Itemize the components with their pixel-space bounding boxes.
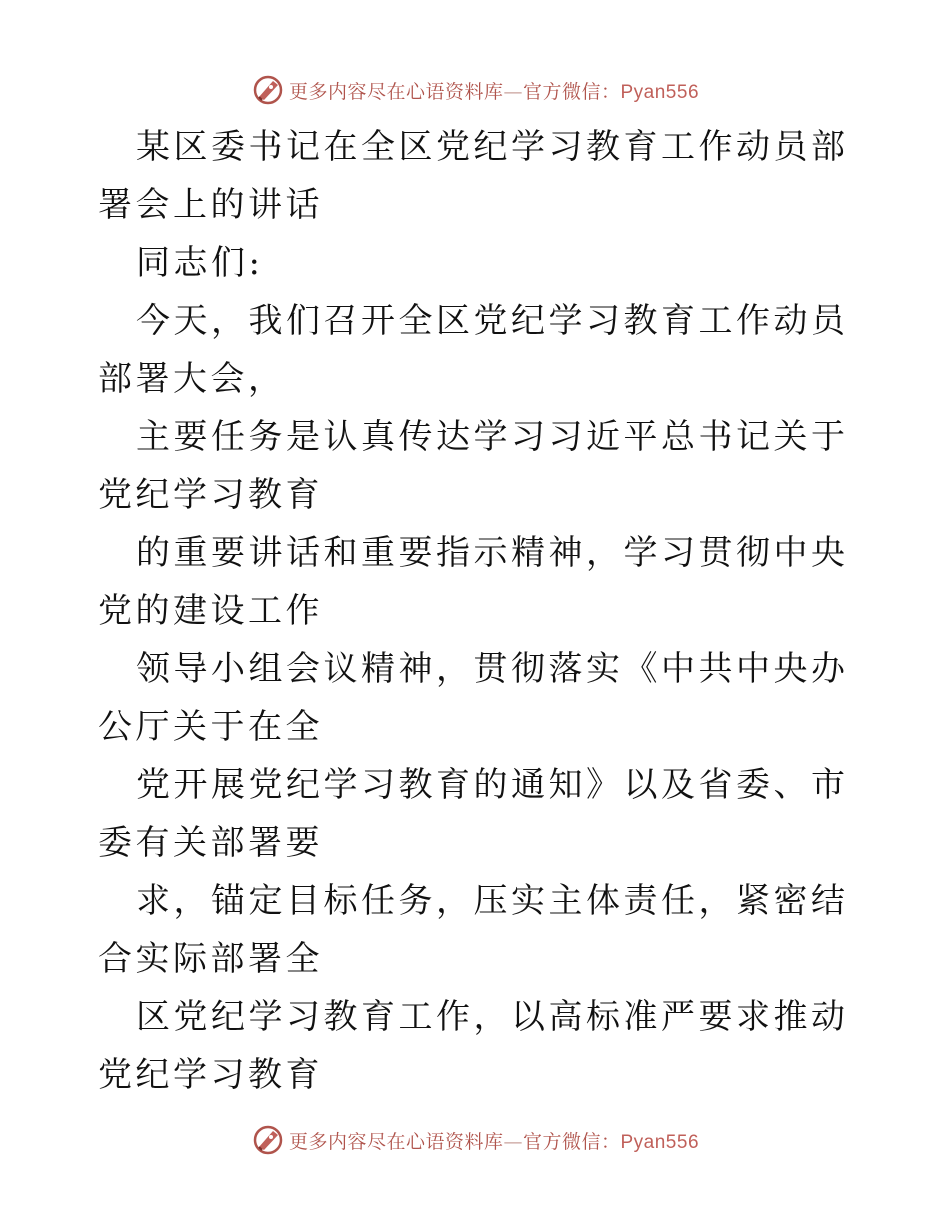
watermark-dash: — (503, 1130, 523, 1153)
document-title: 某区委书记在全区党纪学习教育工作动员部署会上的讲话 (98, 127, 849, 225)
paragraph-line: 领导小组会议精神，贯彻落实《中共中央办公厅关于在全 (98, 649, 849, 747)
pen-nib-logo-icon (251, 73, 285, 107)
paragraph-line: 党开展党纪学习教育的通知》以及省委、市委有关部署要 (98, 765, 849, 863)
watermark-dash: — (503, 80, 523, 103)
watermark-wechat-label: 官方微信： (522, 80, 621, 103)
pen-nib-logo-icon (251, 1123, 285, 1157)
watermark-site-name: 更多内容尽在心语资料库 (288, 1130, 504, 1153)
watermark-site-name: 更多内容尽在心语资料库 (288, 80, 504, 103)
paragraph-line: 区党纪学习教育工作，以高标准严要求推动党纪学习教育 (98, 997, 849, 1095)
watermark-wechat-id: Pyan556 (620, 81, 700, 103)
salutation: 同志们: (136, 243, 264, 283)
paragraph-line: 今天，我们召开全区党纪学习教育工作动员部署大会， (98, 301, 849, 399)
paragraph-line: 主要任务是认真传达学习习近平总书记关于党纪学习教育 (98, 417, 849, 515)
paragraph-line: 求，锚定目标任务，压实主体责任，紧密结合实际部署全 (98, 881, 849, 979)
document-body (98, 118, 858, 1104)
footer-watermark (0, 1120, 950, 1160)
paragraph-line: 的重要讲话和重要指示精神，学习贯彻中央党的建设工作 (98, 533, 849, 631)
header-watermark (0, 70, 950, 110)
watermark-wechat-label: 官方微信： (522, 1130, 621, 1153)
watermark-wechat-id: Pyan556 (620, 1131, 700, 1153)
